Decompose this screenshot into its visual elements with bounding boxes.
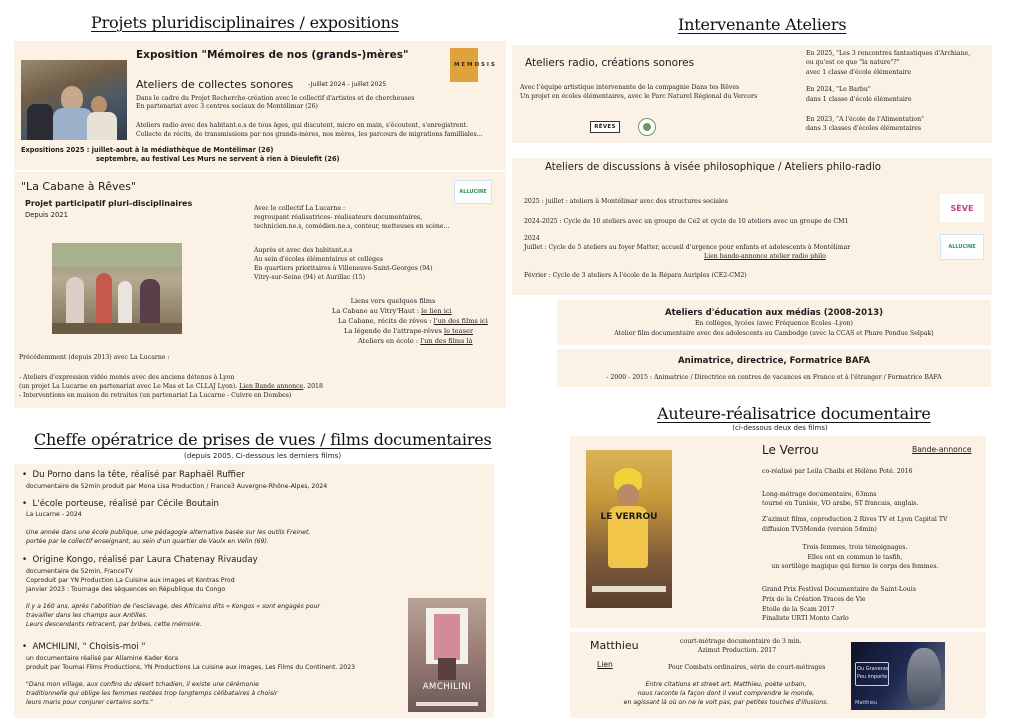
radio-side-3b: dans 3 classes d'écoles élémentaires (806, 125, 922, 132)
cabane-bullet-1: - Ateliers d'expression vidéo menés avec des anciens détenus à Lyon (19, 374, 235, 381)
auteure-subheading: (ci-dessous deux des films) (732, 424, 828, 432)
cabane-link-1[interactable]: le lien ici (421, 307, 452, 315)
cabane-links-title: Liens vers quelques films (350, 297, 436, 305)
memoires-text-4: Collecte de récits, de transmissions par nos grands-mères, nos mères, les parcours de migrations familliales... (136, 131, 483, 138)
radio-side-1b: ou qu'est ce que "la nature"?" (806, 59, 900, 66)
film-4-line-1: un documentaire réalisé par Allamine Kader Kora (26, 655, 179, 662)
cabane-right-6: En quartiers prioritaires à Villeneuve-Saint-Georges (94) (254, 265, 433, 272)
film-3-line-2: Coproduit par YN Production La Cuisine aux images et Kontras Prod (26, 577, 235, 584)
radio-title: Ateliers radio, créations sonores (525, 57, 695, 69)
cabane-photo (52, 243, 182, 334)
bafa-line-1: - 2000 - 2015 : Animatrice / Directrice en centres de vacances en France et à l'étranger / Formatrice BAFA (606, 374, 942, 381)
reves-logo-icon: RÊVES (590, 121, 620, 133)
matthieu-thumbnail (851, 642, 945, 710)
cabane-right-4: Auprès et avec des habitant.e.s (254, 247, 353, 254)
seve-logo-icon: SÈVE (940, 194, 984, 222)
film-2-title: • L'école porteuse, réalisé par Cécile Boutain (22, 499, 219, 509)
cabane-link-4[interactable]: l'un des films là (420, 337, 473, 345)
allucine-logo-icon-2: ALLUCINE (940, 234, 984, 260)
matthieu-thumb-text-2: Peu importe (857, 674, 888, 680)
philo-line-6: Février : Cycle de 3 ateliers A l'école de la Répara Auriples (CE2-CM2) (524, 272, 747, 279)
film-3-italic-3: Leurs descendants retracent, par bribes, cette mémoire. (26, 621, 202, 628)
radio-side-1a: En 2025, "Les 3 rencontres fantastiques d'Archiane, (806, 50, 971, 57)
verrou-poster-title: LE VERROU (600, 512, 658, 522)
amchilini-poster (408, 598, 486, 712)
cabane-title: "La Cabane à Rêves" (21, 180, 137, 193)
philo-title: Ateliers de discussions à visée philosophique / Ateliers philo-radio (545, 162, 882, 173)
philo-line-2: 2024-2025 : Cycle de 10 ateliers avec un groupe de Ce2 et cycle de 10 ateliers avec un groupe de CM1 (524, 218, 849, 225)
cabane-link-2[interactable]: l'un des films ici (433, 317, 488, 325)
memoires-expo-2: septembre, au festival Les Murs ne servent à rien à Dieulefit (26) (96, 155, 340, 163)
allucine-logo-icon: ALLUCINE (454, 180, 492, 204)
section-heading-intervenante: Intervenante Ateliers (678, 15, 847, 34)
film-3-line-3: Janvier 2023 : Tournage des séquences en République du Congo (26, 586, 226, 593)
philo-ba-link[interactable]: Lien bande-annonce atelier radio philo (704, 253, 826, 260)
cabane-bullet-3: - Interventions en maison de retraites (un partenariat La Lucarne - Cuivre en Dombes) (19, 392, 292, 399)
memoires-text-1: Dans le cadre du Projet Recherche-création avec le collectif d'artistes et de chercheuses (136, 95, 415, 102)
memoires-photo (21, 60, 127, 140)
cabane-link-row-3: La légende de l'attrape-rêves le teaser (344, 327, 474, 335)
philo-line-3: 2024 (524, 235, 540, 242)
philo-line-1: 2025 : juillet : ateliers à Montélimar avec des structures sociales (524, 198, 728, 205)
verrou-prize-2: Prix de la Création Traces de Vie (762, 596, 866, 603)
card-philo (512, 158, 992, 295)
film-4-line-2: produit par Toumai Films Productions, YN Productions La cuisine aux images, Les Films du Continent. 2023 (26, 664, 356, 671)
memoires-dates: -Juillet 2024 - juillet 2025 (308, 81, 387, 88)
memosis-logo-icon: M E M O S I S (450, 48, 478, 82)
verrou-title: Le Verrou (762, 443, 819, 457)
verrou-ba-link[interactable]: Bande-annonce (912, 445, 972, 454)
matthieu-title: Matthieu (590, 639, 639, 652)
verrou-line-3: tourné en Tunisie, VO arabe, ST francais, anglais. (762, 500, 919, 507)
verrou-line-2: Long-métrage documentaire, 63mns (762, 491, 877, 498)
verrou-center-2: Elles ont en commun le tasfih, (807, 554, 903, 561)
card-radio-side (802, 45, 992, 143)
cabane-bullet-2: (un projet La Lucarne en partenariat avec Le Mas et Le CLLAJ Lyon). Lien Bande annonce. 2018 (19, 383, 323, 390)
cabane-right-2: regroupant réalisatrices- réalisateurs documentaires, (254, 214, 423, 221)
verrou-line-4: Z'azimut films, coproduction 2 Rives TV et Lyon Capital TV (762, 516, 948, 523)
cabane-link-row-1: La Cabane au Vitry'Haut : le lien ici (332, 307, 452, 315)
medias-title: Ateliers d'éducation aux médias (2008-2013) (665, 308, 883, 318)
film-2-italic-1: Une année dans une école publique, une pédagogie alternative basée sur les outils Freinet, (26, 529, 311, 536)
matthieu-line-1: court-métrage documentaire de 3 min. (680, 638, 802, 645)
cabane-sub-2: Depuis 2021 (25, 211, 68, 219)
cabane-link-3[interactable]: le teaser (443, 327, 474, 335)
film-3-italic-2: travailler dans les champs aux Antilles. (26, 612, 148, 619)
cabane-right-3: technicien.ne.s, comédien.ne.s, conteur, metteuses en scène... (254, 223, 450, 230)
philo-line-4: Juillet : Cycle de 5 ateliers au foyer Matter, accueil d'urgence pour enfants et adolescents à Montélimar (524, 244, 851, 251)
verrou-prize-1: Grand Prix Festival Documentaire de Saint-Louis (762, 586, 916, 593)
film-4-italic-2: traditionnelle qui oblige les femmes restées trop longtemps célibataires à choisir (26, 690, 278, 697)
cabane-link-row-2: La Cabane, récits de rêves : l'un des films ici (338, 317, 488, 325)
section-heading-auteure: Auteure-réalisatrice documentaire (657, 404, 931, 423)
film-2-italic-2: portée par le collectif enseignant, au sein d'un quartier de Vaulx en Velin (69). (26, 538, 269, 545)
matthieu-thumb-text-1: Ou Graveras (857, 666, 889, 672)
section-heading-cheffe: Cheffe opératrice de prises de vues / films documentaires (34, 430, 492, 449)
card-verrou (570, 436, 986, 628)
radio-text-2: Un projet en écoles élémentaires, avec le Parc Naturel Régional du Vercors (520, 93, 758, 100)
radio-side-2b: dans 1 classe d'école élémentaire (806, 96, 912, 103)
radio-side-3a: En 2023, "A l'école de l'Alimentation" (806, 116, 924, 123)
memoires-expo-1: Expositions 2025 : juillet-aout à la médiathèque de Montélimar (26) (21, 146, 274, 154)
film-2-line: La Lucarne - 2024 (26, 511, 82, 518)
card-bafa (557, 349, 991, 387)
card-memoires (14, 41, 506, 170)
film-4-italic-1: "Dans mon village, aux confins du désert tchadien, il existe une cérémonie (26, 681, 259, 688)
card-matthieu (570, 632, 986, 718)
verrou-line-5: diffusion TV5Monde (version 54min) (762, 526, 877, 533)
cabane-ba-link[interactable]: Lien Bande annonce (239, 383, 304, 390)
radio-text-1: Avec l'équipe artistique intervenante de la compagnie Dans tes Rêves (520, 84, 740, 91)
film-4-title: • AMCHILINI, " Choisis-moi " (22, 642, 146, 652)
cabane-link-row-4: Ateliers en école : l'un des films là (358, 337, 473, 345)
matthieu-line-2: Azimut Production. 2017 (698, 647, 777, 654)
memoires-title: Exposition "Mémoires de nos (grands-)mères" (136, 49, 409, 61)
matthieu-link[interactable]: Lien (597, 660, 613, 669)
medias-line-2: Atelier film documentaire avec des adolescents au Cambodge (avec la CCAS et Phare Pondue Selpak) (614, 330, 934, 337)
matthieu-italic-2: nous raconte la façon dont il veut comprendre le monde, (637, 690, 815, 697)
cabane-right-7: Vitry-sur-Seine (94) et Aurillac (15) (254, 274, 366, 281)
memoires-text-2: En partenariat avec 3 centres sociaux de Montélimar (26) (136, 103, 318, 110)
radio-side-2a: En 2024, "Le Barbu" (806, 86, 871, 93)
matthieu-thumb-name: Matthieu (855, 700, 878, 706)
cabane-right-1: Avec le collectif La Lucarne : (254, 205, 346, 212)
radio-side-1c: avec 1 classe d'école élémentaire (806, 69, 912, 76)
memoires-text-3: Ateliers radio avec des habitant.e.s de tous âges, qui discutent, micro en main, s'écoutent, s'enregistrent. (136, 122, 469, 129)
cabane-sub-1: Projet participatif pluri-disciplinaires (25, 199, 193, 208)
film-1-line: documentaire de 52min produit par Mona Lisa Production / France3 Auvergne-Rhône-Alpes, 2024 (26, 483, 328, 490)
matthieu-line-3: Pour Combats ordinaires, série de court-métrages (668, 664, 826, 671)
card-cheffe (14, 464, 494, 718)
film-4-italic-3: leurs maris pour conjurer certains sorts." (26, 699, 154, 706)
matthieu-italic-3: en agissant là où on ne le voit pas, par petites touches d'illusions. (623, 699, 829, 706)
verrou-prize-3: Etoile de la Scam 2017 (762, 606, 835, 613)
matthieu-italic-1: Entre citations et street art, Matthieu, poète urbain, (645, 681, 807, 688)
cabane-right-5: Au sein d'écoles élémentaires et collèges (254, 256, 383, 263)
card-radio (512, 45, 802, 143)
verrou-line-1: co-réalisé par Leila Chaibi et Hélène Poté. 2016 (762, 468, 913, 475)
amchilini-poster-title: AMCHILINI (422, 682, 472, 692)
verrou-prize-4: Finaliste URTI Monte Carlo (762, 615, 849, 622)
cabane-prev: Précédemment (depuis 2013) avec La Lucarne : (19, 354, 170, 361)
card-medias (557, 300, 991, 345)
cheffe-subheading: (depuis 2005. Ci-dessous les derniers films) (184, 451, 342, 460)
film-3-italic-1: Il y a 160 ans, après l'abolition de l'esclavage, des Africains dits « Kongos » sont engagés pour (26, 603, 320, 610)
medias-line-1: En collèges, lycées (avec Fréquence Ecoles -Lyon) (695, 320, 853, 327)
film-3-line-1: documentaire de 52min, FranceTV (26, 568, 133, 575)
card-cabane (14, 172, 506, 408)
verrou-center-1: Trois femmes, trois témoignages. (802, 544, 908, 551)
verrou-poster (586, 450, 672, 608)
film-1-title: • Du Porno dans la tête, réalisé par Raphaël Ruffier (22, 470, 245, 480)
bafa-title: Animatrice, directrice, Formatrice BAFA (677, 356, 871, 366)
vercors-logo-icon (638, 118, 656, 136)
film-3-title: • Origine Kongo, réalisé par Laura Chatenay Rivauday (22, 555, 258, 565)
section-heading-projets: Projets pluridisciplinaires / expositions (91, 13, 399, 32)
memoires-subtitle: Ateliers de collectes sonores (136, 78, 294, 91)
verrou-center-3: un sortilège magique qui ferme le corps des femmes. (771, 563, 939, 570)
